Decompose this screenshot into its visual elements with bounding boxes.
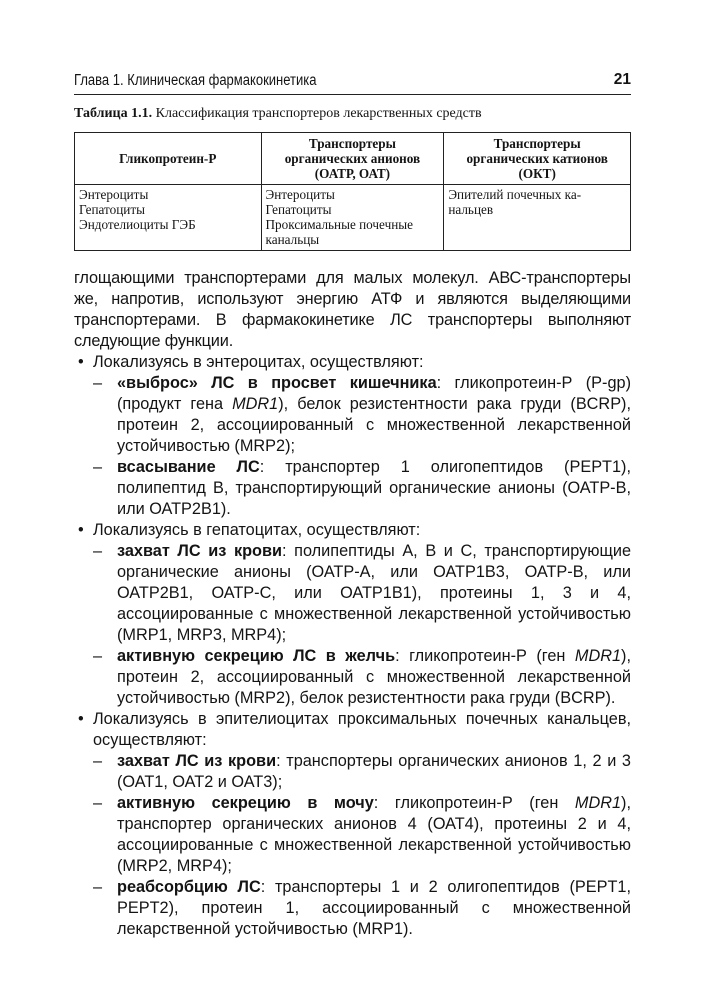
cell-line: Энтероциты [265,187,335,202]
cell-line: Энтероциты [79,187,149,202]
table-row [75,185,631,251]
list-item-lead: Локализуясь в энтероцитах, осуществляют: [93,353,424,371]
header-line: Транспортеры [308,136,396,151]
table-header-cell [261,133,444,185]
list-item-lead: Локализуясь в эпителиоцитах проксимальных почечных канальцев, осуществляют: [93,710,631,749]
sub-list-item [93,877,631,940]
header-line: органических катионов [466,151,608,166]
sub-item-text: : транспортер 1 олигопептидов (PEPT1), полипептид В, транспортирующий органические анионы (ОАТР-В, или ОАТР2В1). [117,458,631,518]
table-header-cell [444,133,631,185]
chapter-title: Глава 1. Клиническая фармакокинетика [74,72,317,89]
sub-item-text: : гликопротеин-Р (ген [395,647,575,665]
sub-list-item [93,793,631,877]
cell-line: Проксимальные почечные [265,217,413,232]
sub-list [93,373,631,520]
list-item [74,520,631,709]
header-line: Гликопротеин-Р [119,151,217,166]
sub-list-item [93,541,631,646]
table-header-cell [75,133,262,185]
sub-item-text: : гликопротеин-Р (ген [373,794,575,812]
page-number: 21 [613,71,631,88]
cell-line: Эндотелиоциты ГЭБ [79,217,196,232]
dash-marker: – [93,542,103,560]
list-item [74,709,631,940]
running-header [74,72,631,95]
table-header-row [75,133,631,185]
sub-item-text: : транспортеры 1 и 2 олигопептидов (PEPT1, PEPT2), протеин 1, ассоциированный с множественной лекарственной устойчивостью (MRP1). [117,878,631,938]
gene-name: MDR1 [232,395,279,413]
sub-item-text: ), транспортер органических анионов 4 (ОАТ4), протеины 2 и 4, ассоциированные с множественной лекарственной устойчивостью (MRP2, MRP4); [117,794,631,875]
table-cell [261,185,444,251]
transporters-table [74,132,631,251]
intro-paragraph: глощающими транспортерами для малых молекул. АВС-транспортеры же, напротив, используют энергию АТФ и являются выделяющими транспортерами. В фармакокинетике ЛС транспортеры выполняют следующие функции. [74,269,631,350]
table-cell [75,185,262,251]
sub-list [93,541,631,709]
sub-item-text: : гликопротеин-Р (P-gp) (продукт гена [117,374,631,413]
dash-marker: – [93,647,103,665]
body-text [74,268,631,940]
cell-line: канальцы [265,232,320,247]
header-line: Транспортеры [493,136,581,151]
cell-line: Эпителий почечных ка- [448,187,582,202]
cell-line: Гепатоциты [265,202,332,217]
sub-item-term: активную секрецию в мочу [117,794,374,812]
sub-item-term: активную секрецию ЛС в желчь [117,647,396,665]
sub-list-item [93,457,631,520]
header-line: (ОАТР, ОАТ) [314,166,391,181]
sub-item-term: захват ЛС из крови [117,542,283,560]
table-caption-label: Таблица 1.1. [74,106,153,121]
gene-name: MDR1 [574,647,622,665]
cell-line: Гепатоциты [79,202,145,217]
sub-list-item [93,751,631,793]
sub-list [93,751,631,940]
table-caption-text: Классификация транспортеров лекарственных средств [152,106,482,121]
sub-list-item [93,373,631,457]
table-cell [444,185,631,251]
bullet-icon: • [78,710,84,728]
dash-marker: – [93,374,103,392]
function-list [74,352,631,940]
bullet-icon: • [78,353,84,371]
header-line: (ОКТ) [518,166,556,181]
sub-item-term: захват ЛС из крови [117,752,277,770]
sub-list-item [93,646,631,709]
cell-line: нальцев [448,202,494,217]
list-item [74,352,631,520]
sub-item-text: ), протеин 2, ассоциированный с множественной лекарственной устойчивостью (MRP2), белок резистентности рака груди (BCRP). [117,647,631,707]
sub-item-text: : полипептиды А, В и С, транспортирующие органические анионы (ОАТР-А, или ОАТР1В3, ОАТР-В, или ОАТР2В1, ОАТР-С, или ОАТР1В1), протеины 1, 3 и 4, ассоциированные с множественной лекарственной устойчивостью (MRP1, MRP3, MRP4); [117,542,631,644]
sub-item-text: : транспортеры органических анионов 1, 2 и 3 (ОАТ1, ОАТ2 и ОАТ3); [117,752,631,791]
sub-item-term: реабсорбцию ЛС [117,878,261,896]
header-line: органических анионов [284,151,421,166]
sub-item-term: всасывание ЛС [117,458,260,476]
sub-item-term: «выброс» ЛС в просвет кишечника [117,374,437,392]
sub-item-text: ), белок резистентности рака груди (BCRP), протеин 2, ассоциированный с множественной лекарственной устойчивостью (MRP2); [117,395,631,455]
list-item-lead: Локализуясь в гепатоцитах, осуществляют: [93,521,421,539]
bullet-icon: • [78,521,84,539]
table-caption [74,106,482,122]
dash-marker: – [93,878,103,896]
dash-marker: – [93,752,103,770]
dash-marker: – [93,794,103,812]
gene-name: MDR1 [574,794,622,812]
dash-marker: – [93,458,103,476]
